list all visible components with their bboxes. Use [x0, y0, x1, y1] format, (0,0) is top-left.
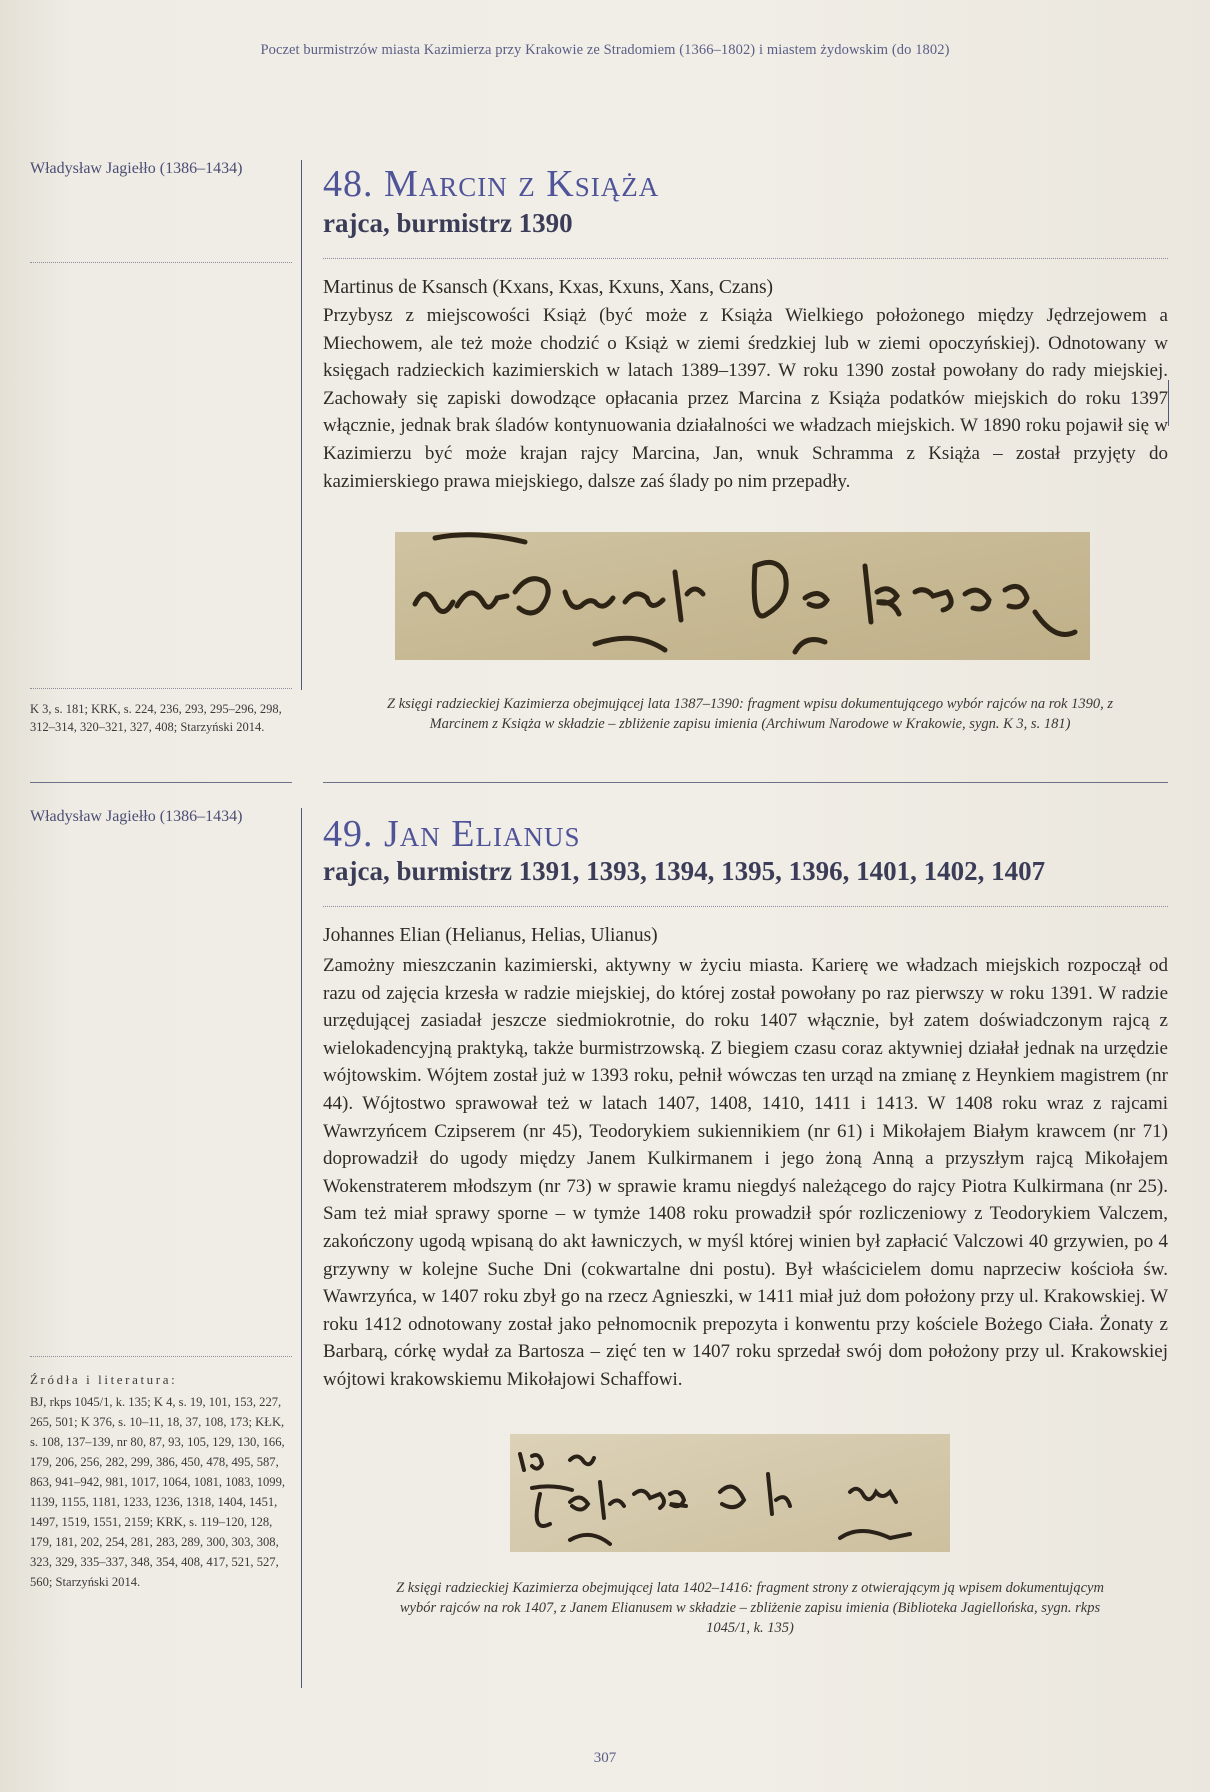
sidebar-reign-label: Władysław Jagiełło (1386–1434): [30, 808, 243, 825]
running-head: Poczet burmistrzów miasta Kazimierza przy Krakowie ze Stradomiem (1366–1802) i miastem żydowskim (do 1802): [260, 42, 950, 58]
manuscript-fragment-image: [510, 1434, 950, 1552]
entry-divider: [323, 258, 1168, 259]
entry-name: Jan Elianus: [384, 813, 581, 855]
sidebar-references: K 3, s. 181; KRK, s. 224, 236, 293, 295–296, 298, 312–314, 320–321, 327, 408; Starzyński 2014.: [30, 702, 282, 734]
entry-number: 48.: [323, 163, 374, 205]
entry-divider: [323, 906, 1168, 907]
entry-name: Marcin z Książa: [384, 163, 660, 205]
page-number: 307: [593, 1750, 617, 1766]
sidebar-divider: [30, 262, 292, 263]
sidebar-reign-label: Władysław Jagiełło (1386–1434): [30, 160, 243, 177]
sources-title: Źródła i literatura:: [30, 1372, 178, 1387]
column-rule: [301, 808, 302, 1688]
entry-heading: [323, 162, 659, 206]
entry-separator: [323, 782, 1168, 783]
margin-rule: [1168, 380, 1169, 426]
latin-name: Johannes Elian (Helianus, Helias, Ulianus): [323, 925, 658, 946]
manuscript-fragment-image: [395, 532, 1090, 660]
entry-subtitle: rajca, burmistrz 1390: [323, 208, 573, 238]
entry-subtitle: rajca, burmistrz 1391, 1393, 1394, 1395, 1396, 1401, 1402, 1407: [323, 856, 1046, 886]
entry-body: Przybysz z miejscowości Książ (być może z Książa Wielkiego położonego między Jędrzejowem a Miechowem, ale też może chodzić o Książ w ziemi średzkiej lub w ziemi opoczyńskiej). Odnotowany w księgach radzieckich kazimierskich w latach 1389–1397. W roku 1390 został powołany do rady miejskiej. Zachowały się zapiski dowodzące opłacania przez Marcina z Książa podatków miejskich do roku 1397 włącznie, jednak brak śladów kontynuowania działalności we władzach miejskich. W 1890 roku pojawił się w Kazimierzu być może krajan rajcy Marcina, Jan, wnuk Schramma z Książa – został przyjęty do kazimierskiego prawa miejskiego, dalsze zaś ślady po nim przepadły.: [323, 305, 1168, 492]
entry-number: 49.: [323, 813, 374, 855]
sources-text: BJ, rkps 1045/1, k. 135; K 4, s. 19, 101, 153, 227, 265, 501; K 376, s. 10–11, 18, 37, 108, 173; KŁK, s. 108, 137–139, nr 80, 87, 93, 105, 129, 130, 166, 179, 206, 256, 282, 299, 386, 450, 478, 495, 587, 863, 941–942, 981, 1017, 1064, 1081, 1083, 1099, 1139, 1155, 1181, 1233, 1236, 1318, 1404, 1451, 1497, 1519, 1551, 2159; KRK, s. 119–120, 128, 179, 181, 202, 254, 281, 283, 289, 300, 303, 308, 323, 329, 335–337, 348, 354, 408, 417, 521, 527, 560; Starzyński 2014.: [30, 1395, 286, 1589]
entry-heading: [323, 812, 581, 856]
sidebar-divider: [30, 782, 292, 783]
column-rule: [301, 160, 302, 690]
sidebar-divider: [30, 688, 292, 689]
sidebar-divider: [30, 1356, 292, 1357]
entry-body: Zamożny mieszczanin kazimierski, aktywny w życiu miasta. Karierę we władzach miejskich rozpoczął od razu od zajęcia krzesła w radzie miejskiej, do której został powołany po raz pierwszy w roku 1391. W radzie urzędującej zasiadał jeszcze siedmiokrotnie, do roku 1407 włącznie, był zatem doświadczonym rajcą z wielokadencyjną praktyką, także burmistrzowską. Z biegiem czasu coraz aktywniej działał jednak na urzędzie wójtowskim. Wójtem został już w 1393 roku, pełnił wówczas ten urząd na zmianę z Heynkiem magistrem (nr 44). Wójtostwo sprawował też w latach 1407, 1408, 1410, 1411 i 1413. W 1408 roku wraz z rajcami Wawrzyńcem Czipserem (nr 45), Teodorykiem sukiennikiem (nr 61) i Mikołajem Białym krawcem (nr 71) doprowadził do ugody między Janem Kulkirmanem i jego żoną Anną a przyszłym rajcą Mikołajem Wokenstraterem młodszym (nr 73) w sprawie kramu niegdyś należącego do rajcy Piotra Kulkirmana (nr 25). Sam też miał sprawy sporne – w tymże 1408 roku prowadził spór rozliczeniowy z Teodorykiem Valczem, zakończony ugodą wpisaną do akt ławniczych, w myśl której winien był zapłacić Valczowi 40 grzywien, po 4 grzywny w kolejne Suche Dni (cokwartalne dni postu). Był właścicielem domu naprzeciw kościoła św. Wawrzyńca, w 1407 roku zbył go na rzecz Agnieszki, w 1411 miał już dom położony przy ul. Krakowskiej. W roku 1412 odnotowany został jako pełnomocnik prepozyta i konwentu przy kościele Bożego Ciała. Żonaty z Barbarą, córkę wydał za Bartosza – zięć ten w 1407 roku sprzedał swój dom położony przy ul. Krakowskiej wójtowi krakowskiemu Mikołajowi Schaffowi.: [323, 955, 1168, 1390]
latin-name: Martinus de Ksansch (Kxans, Kxas, Kxuns, Xans, Czans): [323, 277, 774, 298]
figure-caption: Z księgi radzieckiej Kazimierza obejmującej lata 1402–1416: fragment strony z otwierającym ją wpisem dokumentującym wybór rajców na rok 1407, z Janem Elianusem w składzie – zbliżenie zapisu imienia (Biblioteka Jagiellońska, sygn. rkps 1045/1, k. 135): [396, 1580, 1104, 1636]
figure-caption: Z księgi radzieckiej Kazimierza obejmującej lata 1387–1390: fragment wpisu dokumentującego wybór rajców na rok 1390, z Marcinem z Książa w składzie – zbliżenie zapisu imienia (Archiwum Narodowe w Krakowie, sygn. K 3, s. 181): [387, 696, 1113, 732]
sidebar-sources: [30, 1370, 292, 1592]
